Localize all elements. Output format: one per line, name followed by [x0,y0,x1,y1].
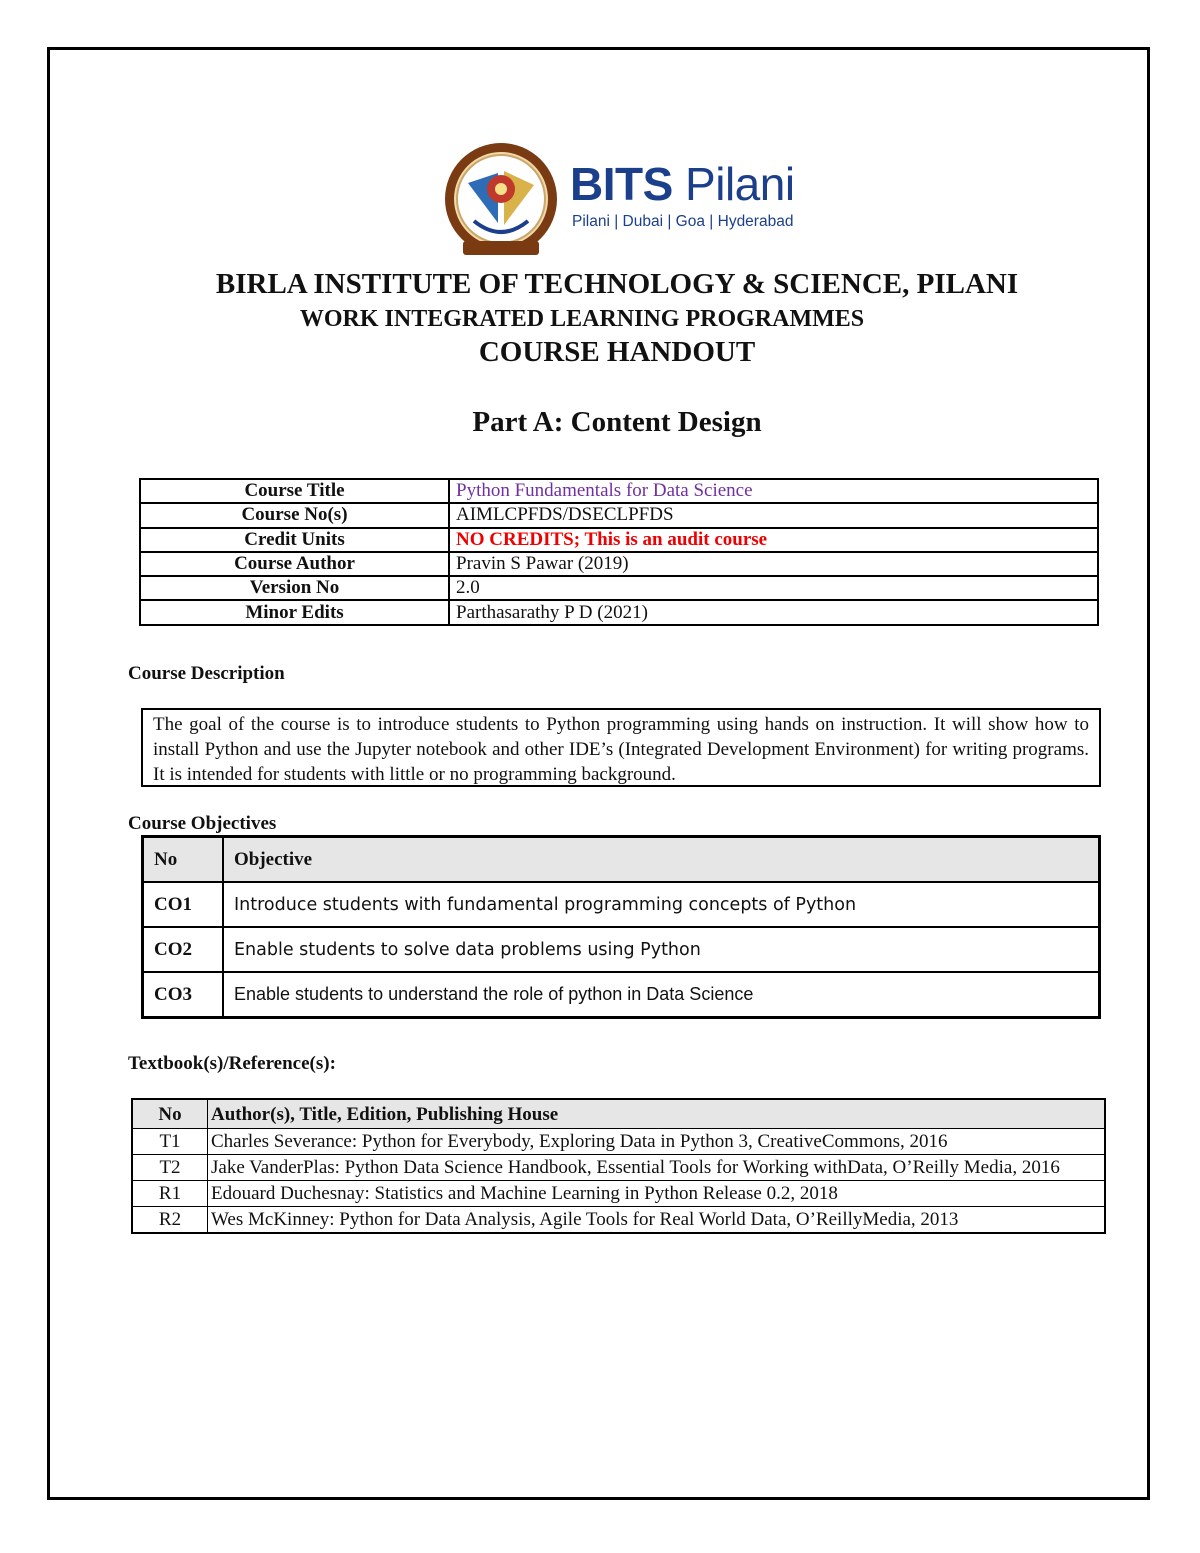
course-info-row [140,503,1098,527]
textbooks-header-row [132,1099,1105,1129]
logo-campuses: Pilani | Dubai | Goa | Hyderabad [572,213,794,230]
textbook-no: R1 [132,1181,208,1207]
course-no-value: AIMLCPFDS/DSECLPFDS [449,503,1098,527]
textbook-detail: Wes McKinney: Python for Data Analysis, Agile Tools for Real World Data, O’ReillyMedia, 2013 [208,1207,1106,1234]
course-description-heading: Course Description [128,663,285,684]
objective-no: CO3 [143,972,224,1018]
course-title-label: Course Title [140,479,449,503]
table-row [132,1181,1105,1207]
textbooks-table [131,1098,1106,1234]
minor-edits-value: Parthasarathy P D (2021) [449,600,1098,624]
course-info-row [140,528,1098,552]
course-info-table [139,478,1099,626]
credit-units-value: NO CREDITS; This is an audit course [449,528,1098,552]
textbook-no: T2 [132,1155,208,1181]
objective-text: Introduce students with fundamental programming concepts of Python [223,882,1100,927]
part-title: Part A: Content Design [472,406,762,438]
credit-units-label: Credit Units [140,528,449,552]
textbook-detail: Edouard Duchesnay: Statistics and Machine Learning in Python Release 0.2, 2018 [208,1181,1106,1207]
course-info-row [140,576,1098,600]
objectives-header-objective: Objective [223,837,1100,883]
version-no-value: 2.0 [449,576,1098,600]
table-row [132,1207,1105,1234]
table-row [132,1155,1105,1181]
textbooks-header-detail: Author(s), Title, Edition, Publishing House [208,1099,1106,1129]
objective-text: Enable students to solve data problems using Python [223,927,1100,972]
table-row [143,972,1100,1018]
course-objectives-heading: Course Objectives [128,813,277,834]
objective-no: CO2 [143,927,224,972]
course-title-value: Python Fundamentals for Data Science [449,479,1098,503]
objectives-header-no: No [143,837,224,883]
course-no-label: Course No(s) [140,503,449,527]
textbook-no: T1 [132,1129,208,1155]
textbooks-header-no: No [132,1099,208,1129]
textbook-no: R2 [132,1207,208,1234]
table-row [143,882,1100,927]
objective-text: Enable students to understand the role of python in Data Science [223,972,1100,1018]
table-row [143,927,1100,972]
institute-emblem-icon [438,143,564,258]
objectives-header-row [143,837,1100,883]
version-no-label: Version No [140,576,449,600]
course-author-value: Pravin S Pawar (2019) [449,552,1098,576]
table-row [132,1129,1105,1155]
course-info-row [140,600,1098,624]
logo-brand: BITS Pilani [570,158,795,210]
textbook-detail: Jake VanderPlas: Python Data Science Handbook, Essential Tools for Working withData, O’Reilly Media, 2016 [208,1155,1106,1181]
document-type: COURSE HANDOUT [478,336,756,368]
textbooks-heading: Textbook(s)/Reference(s): [128,1053,336,1074]
course-objectives-table [141,835,1101,1019]
course-description-text: The goal of the course is to introduce students to Python programming using hands on instruction. It will show how to install Python and use the Jupyter notebook and other IDE’s (Integrated Development Environment) for writing programs. It is intended for students with little or no programming background. [141,708,1101,787]
programme-name: WORK INTEGRATED LEARNING PROGRAMMES [299,306,865,332]
textbook-detail: Charles Severance: Python for Everybody, Exploring Data in Python 3, CreativeCommons, 2016 [208,1129,1106,1155]
course-info-row [140,479,1098,503]
bits-pilani-logo [438,143,818,258]
objective-no: CO1 [143,882,224,927]
minor-edits-label: Minor Edits [140,600,449,624]
institute-name: BIRLA INSTITUTE OF TECHNOLOGY & SCIENCE, PILANI [215,268,1019,300]
course-author-label: Course Author [140,552,449,576]
course-info-row [140,552,1098,576]
